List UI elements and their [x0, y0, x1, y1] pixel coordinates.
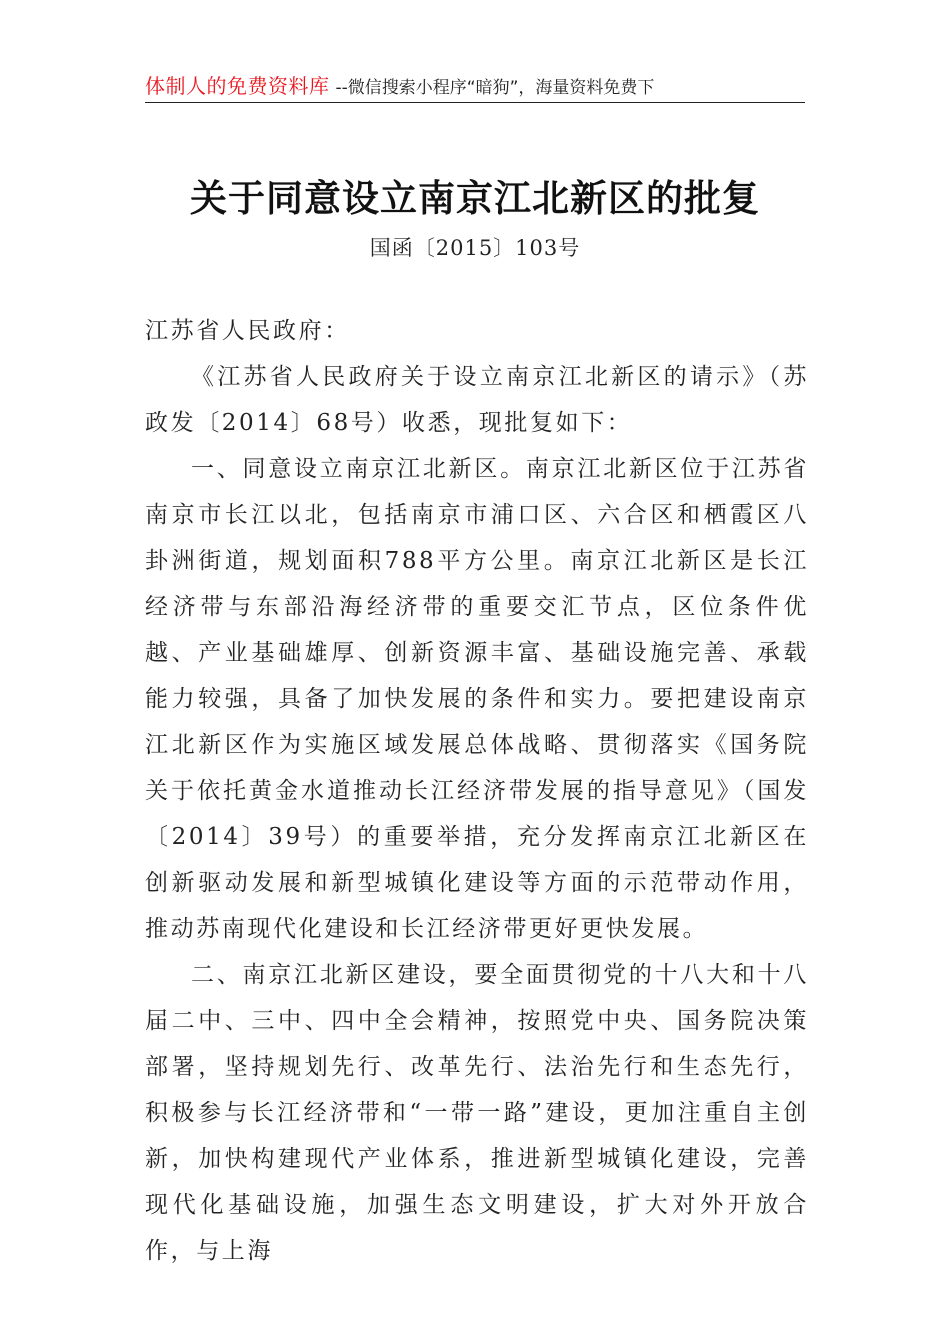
- document-number: 国函〔2015〕103号: [369, 236, 581, 260]
- salutation: 江苏省人民政府：: [145, 318, 350, 344]
- header-brand: 体制人的免费资料库: [145, 74, 330, 98]
- paragraph-intro: 《江苏省人民政府关于设立南京江北新区的请示》（苏政发〔2014〕68号）收悉，现批复如下：: [145, 364, 809, 436]
- page-header: [145, 70, 805, 103]
- paragraph-one: 一、同意设立南京江北新区。南京江北新区位于江苏省南京市长江以北，包括南京市浦口区、六合区和栖霞区八卦洲街道，规划面积788平方公里。南京江北新区是长江经济带与东部沿海经济带的重要交汇节点，区位条件优越、产业基础雄厚、创新资源丰富、基础设施完善、承载能力较强，具备了加快发展的条件和实力。要把建设南京江北新区作为实施区域发展总体战略、贯彻落实《国务院关于依托黄金水道推动长江经济带发展的指导意见》（国发〔2014〕39号）的重要举措，充分发挥南京江北新区在创新驱动发展和新型城镇化建设等方面的示范带动作用，推动苏南现代化建设和长江经济带更好更快发展。: [145, 456, 809, 942]
- document-title: 关于同意设立南京江北新区的批复: [190, 176, 760, 220]
- document-body: [145, 308, 809, 1274]
- paragraph-two: 二、南京江北新区建设，要全面贯彻党的十八大和十八届二中、三中、四中全会精神，按照党中央、国务院决策部署，坚持规划先行、改革先行、法治先行和生态先行，积极参与长江经济带和“一带一路”建设，更加注重自主创新，加快构建现代产业体系，推进新型城镇化建设，完善现代化基础设施，加强生态文明建设，扩大对外开放合作，与上海: [145, 962, 809, 1264]
- header-tagline: --微信搜索小程序“暗狗”，海量资料免费下: [335, 78, 655, 98]
